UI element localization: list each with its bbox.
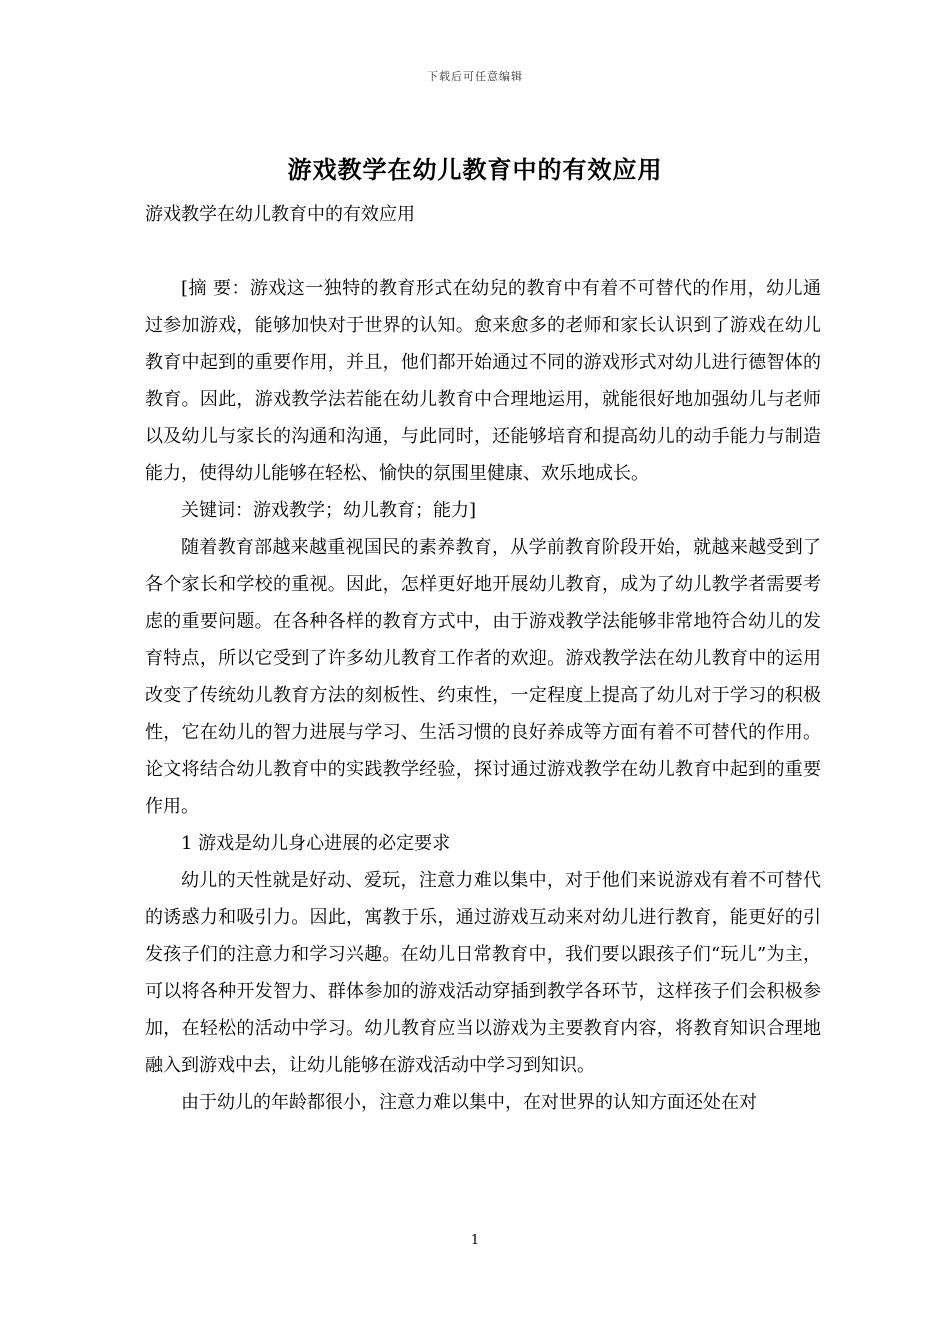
header-note: 下载后可任意编辑 [427, 70, 523, 83]
body-paragraph: 由于幼儿的年龄都很小，注意力难以集中，在对世界的认知方面还处在对 [181, 1092, 757, 1113]
keywords-paragraph: 关键词：游戏教学；幼儿教育；能力] [181, 500, 477, 521]
abstract-paragraph: [摘 要：游戏这一独特的教育形式在幼兒的教育中有着不可替代的作用，幼儿通过参加游戏，能够加快对于世界的认知。愈来愈多的老师和家长认识到了游戏在幼儿教育中起到的重要作用，并且，他们都开始通过不同的游戏形式对幼儿进行德智体的教育。因此，游戏教学法若能在幼儿教育中合理地运用，就能很好地加强幼儿与老师以及幼儿与家长的沟通和沟通，与此同时，还能够培育和提高幼儿的动手能力与制造能力，使得幼儿能够在轻松、愉快的氛围里健康、欢乐地成长。 [145, 278, 821, 484]
blank-line [145, 233, 821, 270]
document-subtitle: 游戏教学在幼儿教育中的有效应用 [145, 204, 415, 225]
body-paragraph: 随着教育部越来越重视国民的素养教育，从学前教育阶段开始，就越来越受到了各个家长和学校的重视。因此，怎样更好地开展幼儿教育，成为了幼儿教学者需要考虑的重要问题。在各种各样的教育方式中，由于游戏教学法能够非常地符合幼儿的发育特点，所以它受到了许多幼儿教育工作者的欢迎。游戏教学法在幼儿教育中的运用改变了传统幼儿教育方法的刻板性、约束性，一定程度上提高了幼儿对于学习的积极性，它在幼儿的智力进展与学习、生活习惯的良好养成等方面有着不可替代的作用。论文将结合幼儿教育中的实践教学经验，探讨通过游戏教学在幼儿教育中起到的重要作用。 [145, 537, 821, 817]
document-body [145, 196, 821, 1121]
page-number: 1 [470, 1233, 480, 1248]
document-title: 游戏教学在幼儿教育中的有效应用 [287, 156, 663, 184]
body-paragraph: 幼儿的天性就是好动、爱玩，注意力难以集中，对于他们来说游戏有着不可替代的诱惑力和吸引力。因此，寓教于乐，通过游戏互动来对幼儿进行教育，能更好的引发孩子们的注意力和学习兴趣。在幼儿日常教育中，我们要以跟孩子们“玩儿”为主，可以将各种开发智力、群体参加的游戏活动穿插到教学各环节，这样孩子们会积极参加，在轻松的活动中学习。幼儿教育应当以游戏为主要教育内容，将教育知识合理地融入到游戏中去，让幼儿能够在游戏活动中学习到知识。 [145, 870, 821, 1076]
section-heading: 1 游戏是幼儿身心进展的必定要求 [181, 833, 451, 854]
